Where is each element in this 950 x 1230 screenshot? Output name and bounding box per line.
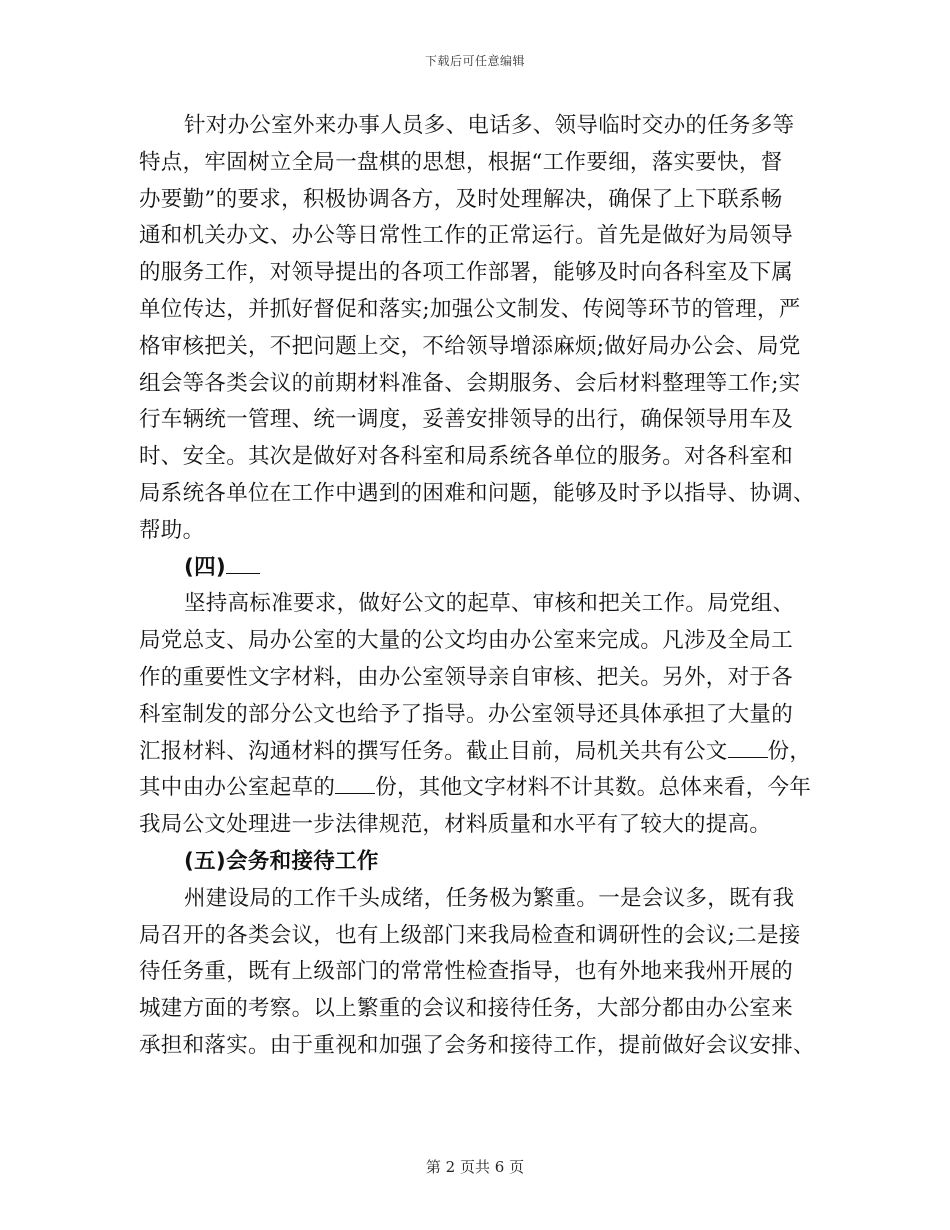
paragraph-line: 我局公文处理进一步法律规范，材料质量和水平有了较大的提高。 — [139, 812, 772, 838]
text-segment: 汇报材料、沟通材料的撰写任务。截止目前，局机关共有公文 — [139, 738, 728, 764]
paragraph-line: 待任务重，既有上级部门的常常性检查指导，也有外地来我州开展的 — [139, 959, 794, 985]
paragraph-line — [139, 734, 814, 771]
paragraph-line: 局召开的各类会议，也有上级部门来我局检查和调研性的会议;二是接 — [139, 922, 801, 948]
paragraph-line: 局党总支、局办公室的大量的公文均由办公室来完成。凡涉及全局工 — [139, 628, 794, 654]
paragraph-line — [139, 770, 814, 807]
paragraph-line: 单位传达，并抓好督促和落实;加强公文制发、传阅等环节的管理，严 — [139, 296, 801, 322]
document-body — [139, 108, 814, 1065]
paragraph-line: 坚持高标准要求，做好公文的起草、审核和把关工作。局党组、 — [184, 591, 795, 617]
paragraph-line: 特点，牢固树立全局一盘棋的思想，根据“工作要细，落实要快，督 — [139, 149, 783, 175]
paragraph-line: 组会等各类会议的前期材料准备、会期服务、会后材料整理等工作;实 — [139, 370, 801, 396]
section-heading-5: (五)会务和接待工作 — [184, 848, 379, 874]
paragraph-line: 承担和落实。由于重视和加强了会务和接待工作，提前做好会议安排、 — [139, 1032, 815, 1058]
heading-blank — [226, 553, 260, 574]
paragraph-line: 帮助。 — [139, 517, 205, 543]
paragraph-line: 格审核把关，不把问题上交，不给领导增添麻烦;做好局办公会、局党 — [139, 333, 801, 359]
page-header-note: 下载后可任意编辑 — [424, 54, 525, 68]
section-heading-4-label: (四) — [184, 554, 227, 580]
fill-blank — [335, 773, 375, 794]
paragraph-line: 行车辆统一管理、统一调度，妥善安排领导的出行，确保领导用车及 — [139, 407, 794, 433]
paragraph-line: 局系统各单位在工作中遇到的困难和问题，能够及时予以指导、协调、 — [139, 480, 815, 506]
paragraph-line: 作的重要性文字材料，由办公室领导亲自审核、把关。另外，对于各 — [139, 664, 794, 690]
paragraph-line: 的服务工作，对领导提出的各项工作部署，能够及时向各科室及下属 — [139, 260, 794, 286]
paragraph-line: 城建方面的考察。以上繁重的会议和接待任务，大部分都由办公室来 — [139, 996, 794, 1022]
paragraph-line: 时、安全。其次是做好对各科室和局系统各单位的服务。对各科室和 — [139, 444, 794, 470]
paragraph-line: 针对办公室外来办事人员多、电话多、领导临时交办的任务多等 — [184, 113, 795, 138]
paragraph-line: 科室制发的部分公文也给予了指导。办公室领导还具体承担了大量的 — [139, 701, 794, 727]
page-number-footer: 第 2 页共 6 页 — [425, 1158, 525, 1176]
fill-blank — [728, 737, 768, 758]
text-segment: 份， — [767, 738, 812, 764]
paragraph-line: 办要勤”的要求，积极协调各方，及时处理解决，确保了上下联系畅 — [139, 186, 783, 212]
text-segment: 其中由办公室起草的 — [139, 775, 336, 801]
text-segment: 份，其他文字材料不计其数。总体来看，今年 — [375, 775, 812, 801]
section-heading-4 — [139, 550, 814, 587]
paragraph-line: 通和机关办文、办公等日常性工作的正常运行。首先是做好为局领导 — [139, 223, 794, 249]
paragraph-line: 州建设局的工作千头成绪，任务极为繁重。一是会议多，既有我 — [184, 885, 795, 911]
